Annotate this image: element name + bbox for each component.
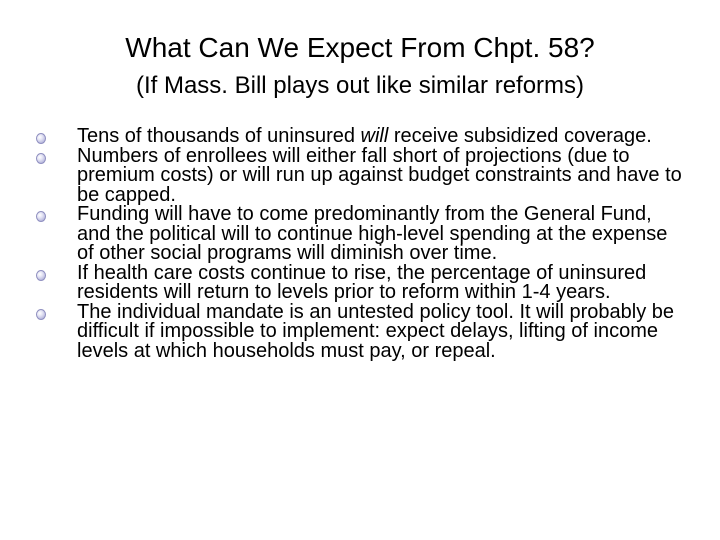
bullet-icon [36, 309, 46, 320]
bullet-1-emphasis: will [360, 125, 389, 147]
bullet-item-5 [36, 300, 686, 362]
bullet-4-text: If health care costs continue to rise, the percentage of uninsured residents will return to levels prior to reform within 1-4 years. [77, 261, 647, 303]
bullet-item-4 [36, 261, 686, 303]
bullet-icon [36, 153, 46, 164]
bullet-icon [36, 133, 46, 144]
bullet-list [36, 127, 686, 361]
bullet-5-text: The individual mandate is an untested policy tool. It will probably be difficult if impossible to implement: expect delays, lifting of income levels at which households must pay, or repeal. [77, 300, 675, 362]
bullet-item-2 [36, 144, 686, 206]
bullet-3-text: Funding will have to come predominantly from the General Fund, and the political will to continue high-level spending at the expense of other social programs will diminish over time. [77, 203, 668, 264]
slide-title: What Can We Expect From Chpt. 58? [125, 32, 595, 63]
bullet-icon [36, 211, 46, 222]
bullet-2-text: Numbers of enrollees will either fall short of projections (due to premium costs) or will run up against budget constraints and have to be capped. [77, 144, 682, 206]
bullet-1-text-after: receive subsidized coverage. [388, 125, 652, 147]
slide-subtitle: (If Mass. Bill plays out like similar reforms) [135, 72, 585, 99]
bullet-item-3 [36, 205, 686, 264]
bullet-icon [36, 270, 46, 281]
bullet-1-text-before: Tens of thousands of uninsured [77, 125, 361, 147]
